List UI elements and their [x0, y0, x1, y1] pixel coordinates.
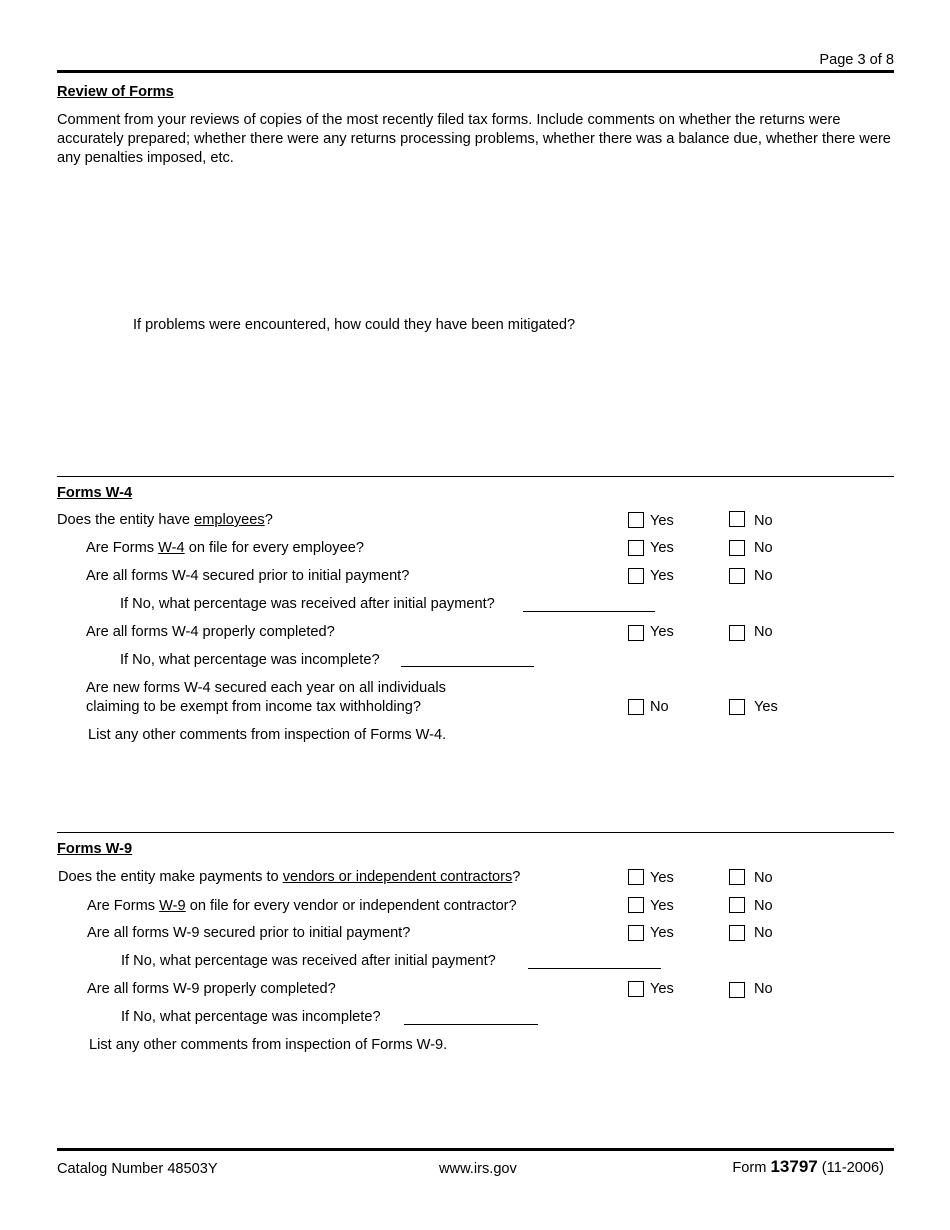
- w4-q-properly-completed: Are all forms W-4 properly completed?: [86, 624, 335, 640]
- w4-employees-no-checkbox[interactable]: [729, 511, 745, 527]
- w9-secured-no-checkbox[interactable]: [729, 925, 745, 941]
- form-number: 13797: [770, 1157, 818, 1176]
- w9-pct-incomplete-field[interactable]: [404, 1024, 538, 1025]
- w9-section-title: Forms W-9: [57, 841, 133, 857]
- no-label: No: [754, 870, 773, 886]
- w9-q-pct-incomplete: If No, what percentage was incomplete?: [121, 1009, 381, 1025]
- w4-link[interactable]: W-4: [158, 540, 185, 556]
- w9-q-on-file: Are Forms W-9 on file for every vendor or independent contractor?: [87, 898, 517, 914]
- w4-pct-after-payment-field[interactable]: [523, 611, 655, 612]
- w4-q-employees: Does the entity have employees?: [57, 512, 273, 528]
- yes-label: Yes: [754, 699, 778, 715]
- section-divider-w4: [57, 476, 894, 477]
- w4-employees-yes-checkbox[interactable]: [628, 512, 644, 528]
- no-label: No: [754, 981, 773, 997]
- w4-secured-no-checkbox[interactable]: [729, 568, 745, 584]
- w9-completed-yes-checkbox[interactable]: [628, 981, 644, 997]
- no-label: No: [754, 898, 773, 914]
- no-label: No: [754, 513, 773, 529]
- w4-q-secured-prior: Are all forms W-4 secured prior to initial payment?: [86, 568, 410, 584]
- yes-label: Yes: [650, 540, 674, 556]
- footer-rule: [57, 1148, 894, 1151]
- w9-completed-no-checkbox[interactable]: [729, 982, 745, 998]
- w4-onfile-no-checkbox[interactable]: [729, 540, 745, 556]
- w4-q-pct-after-payment: If No, what percentage was received after initial payment?: [120, 596, 495, 612]
- page-number: Page 3 of 8: [819, 52, 894, 68]
- w4-secured-yes-checkbox[interactable]: [628, 568, 644, 584]
- yes-label: Yes: [650, 898, 674, 914]
- w9-secured-yes-checkbox[interactable]: [628, 925, 644, 941]
- no-label: No: [754, 624, 773, 640]
- w9-q-pct-after-payment: If No, what percentage was received after initial payment?: [121, 953, 496, 969]
- w4-onfile-yes-checkbox[interactable]: [628, 540, 644, 556]
- w4-completed-yes-checkbox[interactable]: [628, 625, 644, 641]
- w9-link[interactable]: W-9: [159, 898, 186, 914]
- header-rule: [57, 70, 894, 73]
- w4-q-on-file: Are Forms W-4 on file for every employee?: [86, 540, 364, 556]
- no-label: No: [754, 540, 773, 556]
- w4-pct-incomplete-field[interactable]: [401, 666, 534, 667]
- yes-label: Yes: [650, 925, 674, 941]
- no-label: No: [650, 699, 669, 715]
- w4-section-title: Forms W-4: [57, 485, 133, 501]
- website-link[interactable]: www.irs.gov: [439, 1161, 517, 1177]
- catalog-number: Catalog Number 48503Y: [57, 1161, 218, 1177]
- w9-onfile-no-checkbox[interactable]: [729, 897, 745, 913]
- w9-onfile-yes-checkbox[interactable]: [628, 897, 644, 913]
- employees-link[interactable]: employees: [194, 512, 265, 528]
- w9-q-properly-completed: Are all forms W-9 properly completed?: [87, 981, 336, 997]
- review-instructions: Comment from your reviews of copies of the most recently filed tax forms. Include comments on whether the returns were accurately prepared; whether there were any returns processing problems, whether there was a balance due, whether there were any penalties imposed, etc.: [57, 112, 891, 166]
- w4-exempt-no-checkbox[interactable]: [628, 699, 644, 715]
- no-label: No: [754, 568, 773, 584]
- vendors-link[interactable]: vendors or independent contractors: [282, 869, 513, 885]
- review-section-title: Review of Forms: [57, 84, 174, 100]
- w9-vendors-no-checkbox[interactable]: [729, 869, 745, 885]
- w4-completed-no-checkbox[interactable]: [729, 625, 745, 641]
- w9-vendors-yes-checkbox[interactable]: [628, 869, 644, 885]
- w9-comments-prompt: List any other comments from inspection of Forms W-9.: [89, 1037, 448, 1053]
- w9-q-secured-prior: Are all forms W-9 secured prior to initial payment?: [87, 925, 411, 941]
- mitigate-question: If problems were encountered, how could they have been mitigated?: [133, 317, 576, 333]
- yes-label: Yes: [650, 870, 674, 886]
- form-identifier: Form 13797 (11-2006): [732, 1157, 884, 1176]
- yes-label: Yes: [650, 624, 674, 640]
- w9-q-vendors: Does the entity make payments to vendors or independent contractors?: [58, 869, 521, 885]
- w4-q-exempt-line2: claiming to be exempt from income tax withholding?: [86, 699, 422, 715]
- yes-label: Yes: [650, 568, 674, 584]
- section-divider-w9: [57, 832, 894, 833]
- w4-q-exempt-line1: Are new forms W-4 secured each year on all individuals: [86, 680, 446, 696]
- w4-q-pct-incomplete: If No, what percentage was incomplete?: [120, 652, 380, 668]
- yes-label: Yes: [650, 981, 674, 997]
- w4-comments-prompt: List any other comments from inspection of Forms W-4.: [88, 727, 447, 743]
- w4-exempt-yes-checkbox[interactable]: [729, 699, 745, 715]
- no-label: No: [754, 925, 773, 941]
- w9-pct-after-payment-field[interactable]: [528, 968, 661, 969]
- yes-label: Yes: [650, 513, 674, 529]
